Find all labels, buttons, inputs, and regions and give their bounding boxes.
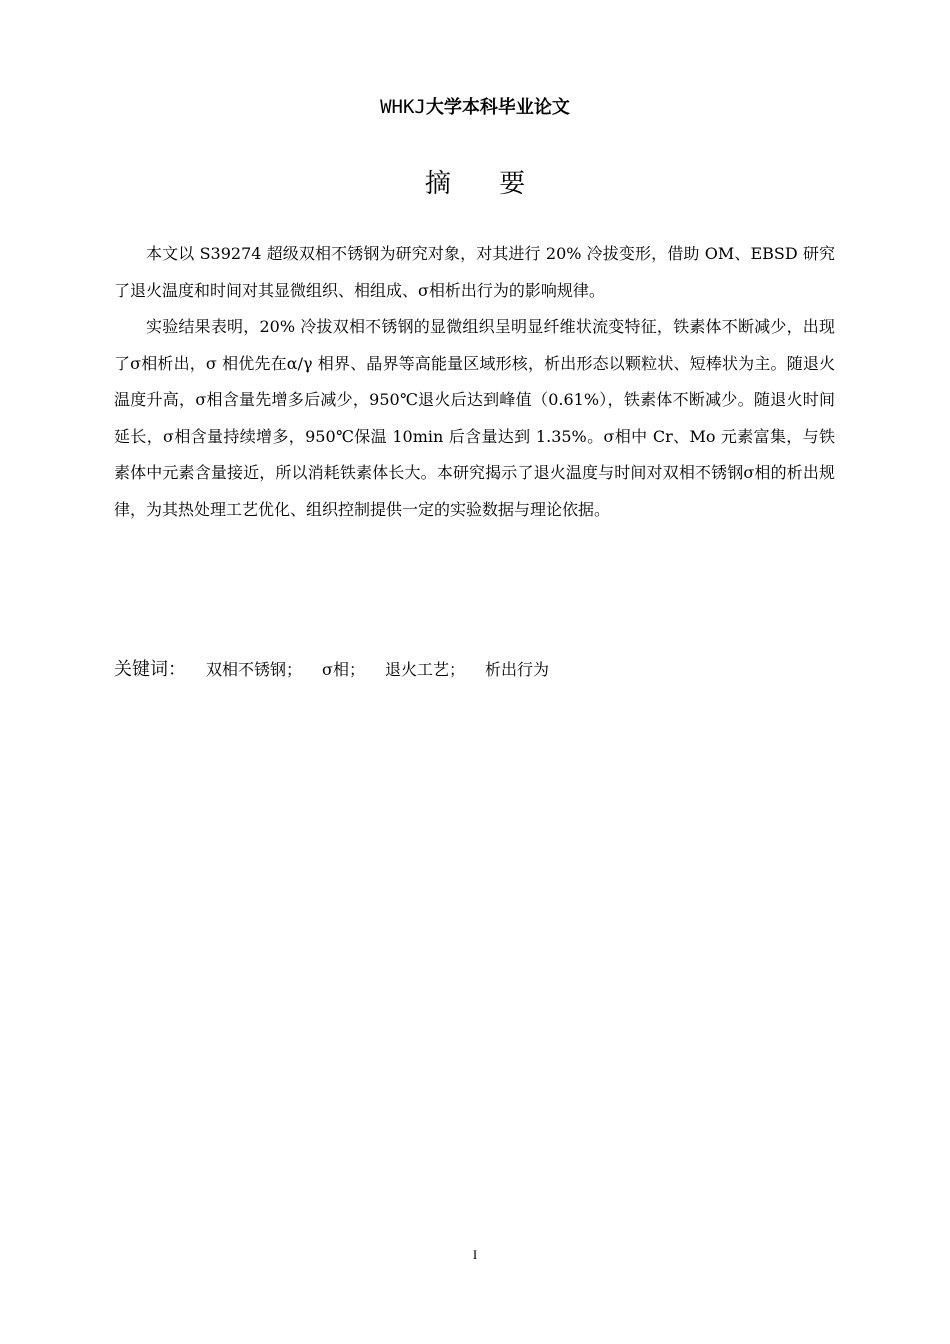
keywords-label: 关键词： (114, 659, 186, 680)
keyword-item: 析出行为 (484, 660, 549, 679)
page-number: I (472, 1247, 478, 1262)
document-header (0, 94, 950, 121)
abstract-paragraph: 实验结果表明，20% 冷拔双相不锈钢的显微组织呈明显纤维状流变特征，铁素体不断减少，出现了σ相析出，σ 相优先在α/γ 相界、晶界等高能量区域形核，析出形态以颗粒状、短棒状为主。随退火温度升高，σ相含量先增多后减少，950℃退火后达到峰值（0.61%），铁素体不断减少。随退火时间延长，σ相含量持续增多，950℃保温 10min 后含量达到 1.35%。σ相中 Cr、Mo 元素富集，与铁素体中元素含量接近，所以消耗铁素体长大。本研究揭示了退火温度与时间对双相不锈钢σ相的析出规律，为其热处理工艺优化、组织控制提供一定的实验数据与理论依据。 (114, 317, 835, 519)
header-school-code: WHKJ (380, 96, 426, 118)
abstract-body (114, 236, 835, 528)
keyword-item: 退火工艺； (384, 660, 465, 679)
abstract-title: 摘 要 (424, 169, 546, 199)
keywords-line (114, 654, 835, 686)
abstract-paragraph: 本文以 S39274 超级双相不锈钢为研究对象，对其进行 20% 冷拔变形，借助 OM、EBSD 研究了退火温度和时间对其显微组织、相组成、σ相析出行为的影响规律。 (114, 244, 835, 300)
header-thesis-label: 大学本科毕业论文 (425, 97, 570, 118)
keyword-item: 双相不锈钢； (206, 660, 303, 679)
keyword-item: σ相； (322, 660, 365, 679)
